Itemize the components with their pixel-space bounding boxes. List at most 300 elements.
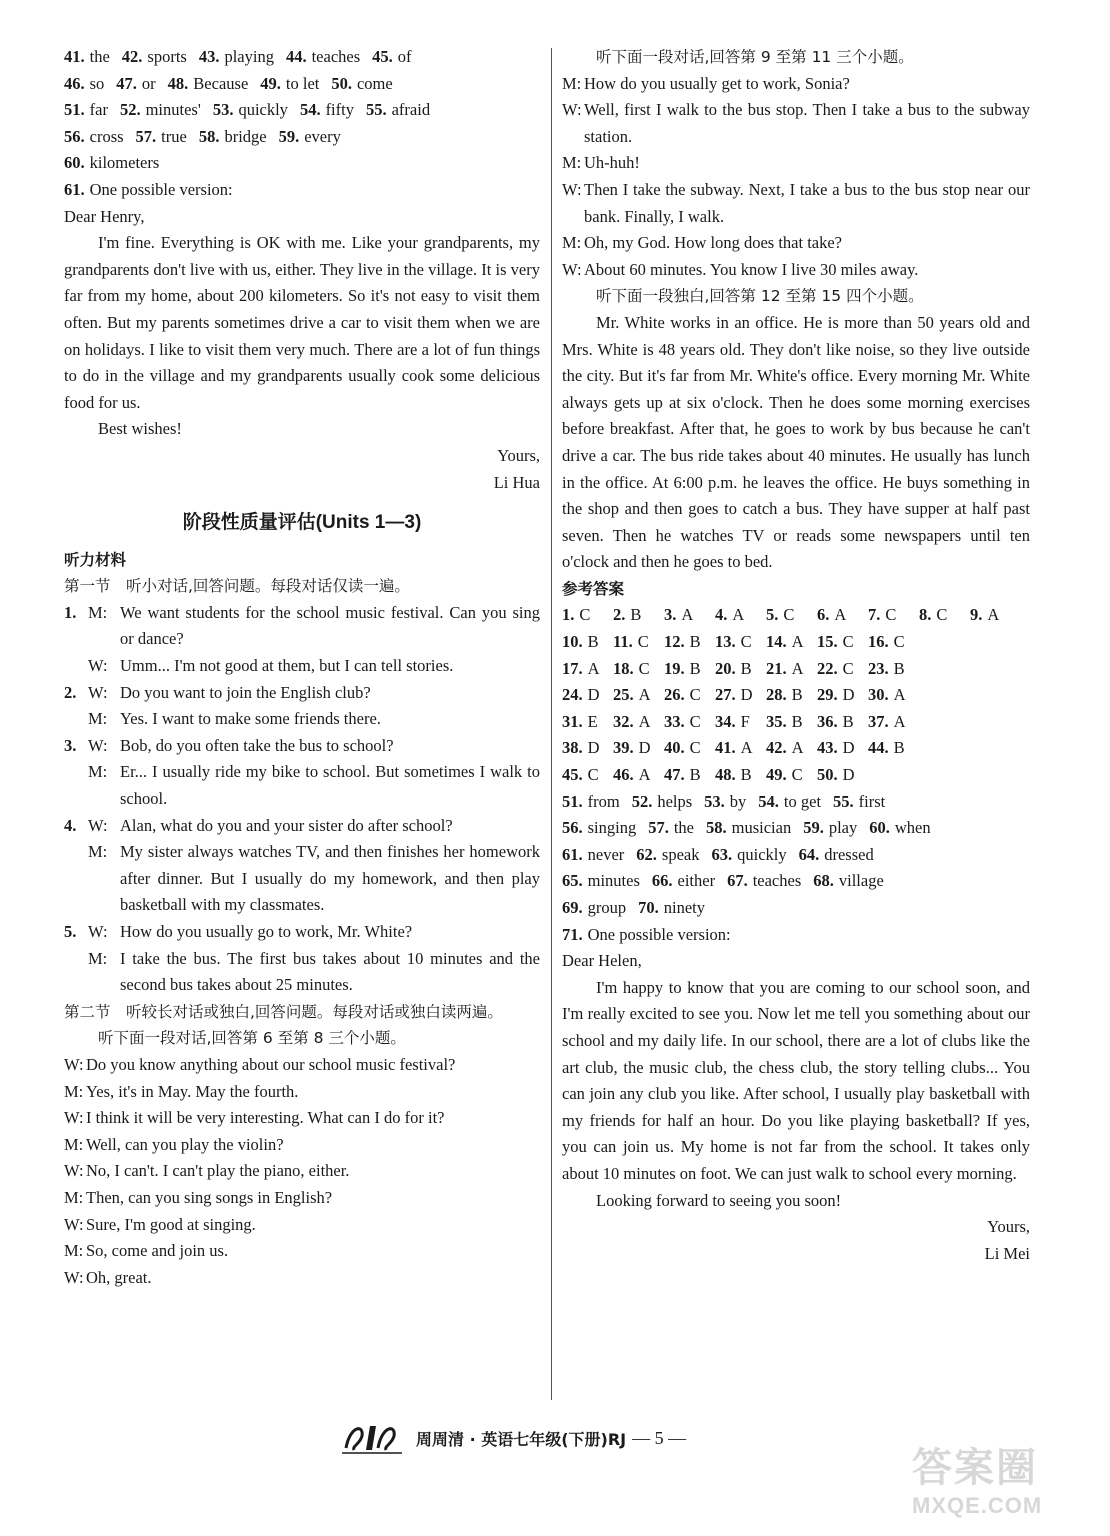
answer-item (817, 762, 868, 789)
answer-key-heading: 参考答案 (562, 579, 625, 598)
answer-number: 50. (817, 765, 838, 785)
answer-value: C (689, 738, 701, 758)
answer-item (64, 74, 104, 93)
answer-value: A (791, 632, 804, 652)
dialogue-text: Uh-huh! (584, 153, 640, 173)
answer-value: F (740, 711, 750, 731)
answer-value: B (740, 658, 752, 678)
answer-value: B (791, 685, 803, 705)
answer-row (64, 44, 540, 71)
answer-number: 43. (198, 47, 220, 66)
answer-number: 24. (562, 685, 583, 705)
answer-number: 67. (727, 871, 748, 891)
answer-value: A (638, 711, 651, 731)
answer-number: 66. (651, 871, 673, 891)
answer-number: 50. (331, 73, 352, 93)
answer-number: 31. (562, 711, 583, 731)
dialogue-text: Sure, I'm good at singing. (86, 1214, 256, 1234)
answer-number: 2. (613, 605, 626, 625)
dialogue-9-11-intro: 听下面一段对话,回答第 9 至第 11 三个小题。 (596, 48, 914, 66)
letter1-salutation: Dear Henry, (64, 206, 145, 226)
answer-number: 56. (64, 126, 85, 146)
dialogue-line (64, 1079, 540, 1106)
speaker: M: (64, 1241, 84, 1261)
answer-value: group (587, 898, 627, 917)
speaker: W: (64, 1054, 84, 1074)
question-number (64, 946, 88, 999)
question-number: 1. (64, 602, 77, 622)
answer-number: 43. (817, 738, 838, 758)
answer-number: 63. (711, 844, 733, 864)
answer-item (715, 762, 766, 789)
answer-value: never (587, 844, 625, 864)
question-number: 5. (64, 922, 77, 941)
answer-value: C (885, 605, 897, 625)
answer-value: to get (783, 791, 822, 811)
answer-number: 46. (64, 73, 85, 93)
answer-item (766, 682, 817, 709)
answer-number: 30. (868, 685, 889, 705)
answer-number: 19. (664, 658, 685, 678)
answer-value: B (791, 711, 803, 731)
short-dialogue-line (64, 600, 540, 653)
answer-item (613, 629, 664, 656)
answer-item (664, 602, 715, 629)
answer-item (766, 602, 817, 629)
speaker: M: (64, 1134, 84, 1154)
dialogue-line (64, 1158, 540, 1185)
answer-value: C (637, 632, 649, 652)
answer-number: 41. (64, 47, 85, 66)
answer-number: 45. (562, 765, 583, 785)
answer-number: 44. (285, 47, 307, 66)
answer-item (286, 47, 360, 66)
answer-value: far (89, 100, 108, 120)
listening-heading: 听力材料 (64, 550, 127, 569)
speaker: M: (88, 842, 108, 862)
answer-item (613, 735, 664, 762)
answer-item (632, 792, 692, 811)
page-footer (340, 1418, 686, 1458)
speaker: W: (64, 1267, 84, 1287)
answer-item (199, 127, 267, 146)
dialogue-line (562, 97, 1030, 150)
letter1-yours: Yours, (497, 445, 540, 465)
answers-51-70 (562, 789, 1030, 922)
speaker: M: (88, 948, 108, 968)
question-number (64, 706, 88, 733)
answer-row (562, 842, 1030, 869)
answer-value: C (842, 658, 854, 678)
answer-number: 36. (817, 711, 838, 731)
answer-value: playing (224, 47, 274, 66)
dialogue-text: My sister always watches TV, and then finishes her homework after dinner. But I usually do my homework, and then play basketball with my classmates. (120, 842, 540, 915)
dialogue-text: How do you usually get to work, Sonia? (584, 73, 850, 93)
answer-value: play (828, 818, 858, 838)
letter2-closing: Looking forward to seeing you soon! (596, 1190, 842, 1210)
dialogue-line (562, 71, 1030, 98)
answer-value: B (893, 658, 905, 678)
dialogue-line (64, 1265, 540, 1292)
answer-number: 28. (766, 685, 787, 705)
answer-row (64, 124, 540, 151)
dialogue-line (64, 1185, 540, 1212)
answer-item (562, 845, 624, 864)
question-number: 4. (64, 815, 77, 835)
answer-item (562, 898, 626, 917)
answer-number: 59. (803, 818, 824, 838)
answer-number: 14. (766, 632, 787, 652)
dialogue-line (64, 1212, 540, 1239)
dialogue-text: Yes, it's in May. May the fourth. (86, 1081, 299, 1101)
speaker: M: (64, 1081, 84, 1101)
answer-value: A (987, 605, 1000, 625)
answer-number: 58. (706, 818, 727, 838)
letter2-name: Li Mei (984, 1243, 1030, 1263)
answer-item (638, 898, 705, 917)
answer-number: 1. (562, 605, 575, 625)
section-title: 阶段性质量评估(Units 1—3) (182, 512, 422, 534)
answer-number: 59. (278, 126, 300, 146)
answer-value: of (397, 47, 412, 66)
answer-value: to let (285, 73, 320, 93)
answer-value: minutes (587, 871, 640, 891)
answer-item (727, 871, 801, 890)
answer-item (260, 74, 319, 93)
answer-number: 44. (868, 738, 889, 758)
answer-number: 8. (919, 605, 932, 625)
dialogue-line (64, 1052, 540, 1079)
answer-item (562, 629, 613, 656)
answer-item (562, 762, 613, 789)
answer-number: 60. (869, 818, 890, 838)
answer-value: when (894, 818, 931, 838)
answer-item (868, 656, 919, 683)
dialogue-text: About 60 minutes. You know I live 30 miles away. (584, 259, 919, 279)
answer-item (758, 792, 821, 811)
speaker: W: (64, 1161, 84, 1181)
answer-value: quickly (238, 100, 288, 120)
speaker: W: (64, 1214, 84, 1234)
answer-value: A (893, 685, 906, 705)
question-number (64, 759, 88, 812)
answer-value: A (638, 685, 651, 705)
dialogue-text: I think it will be very interesting. What can I do for it? (86, 1108, 445, 1128)
speaker: M: (562, 73, 582, 93)
answer-item (64, 47, 110, 66)
answer-item (562, 602, 613, 629)
answer-value: afraid (391, 100, 431, 120)
speaker: W: (88, 815, 108, 835)
answer-value: A (740, 738, 753, 758)
answer-item (868, 682, 919, 709)
answer-value: Because (193, 73, 249, 93)
letter1-name: Li Hua (493, 472, 540, 492)
watermark (912, 1436, 1092, 1526)
answer-item (168, 74, 249, 93)
watermark-bottom: MXQE.COM (912, 1493, 1043, 1518)
answer-row (64, 71, 540, 98)
brand-logo-icon (340, 1420, 406, 1456)
answer-value: or (141, 73, 156, 93)
answer-row (562, 815, 1030, 842)
answer-value: E (587, 711, 598, 731)
answer-number: 35. (766, 711, 787, 731)
answer-number: 6. (817, 605, 830, 625)
speaker: M: (88, 602, 108, 622)
dialogue-text: Do you want to join the English club? (120, 682, 371, 702)
answer-value: from (587, 791, 620, 811)
answer-item (766, 735, 817, 762)
answer-item (648, 818, 694, 837)
answer-value: sports (147, 47, 187, 66)
answer-value: C (740, 632, 752, 652)
answer-number: 65. (562, 871, 583, 891)
answer-item (64, 153, 159, 172)
answer-value: singing (587, 818, 637, 838)
question-number (64, 653, 88, 680)
answer-number: 42. (121, 47, 143, 66)
q61-header: 61. One possible version: (64, 179, 233, 199)
answer-item (715, 735, 766, 762)
answer-number: 47. (664, 765, 685, 785)
speaker: M: (64, 1187, 84, 1207)
dialogue-text: Bob, do you often take the bus to school? (120, 735, 394, 755)
dialogue-line (64, 1132, 540, 1159)
answer-item (613, 682, 664, 709)
answer-item (562, 682, 613, 709)
answer-number: 29. (817, 685, 838, 705)
answer-item (817, 735, 868, 762)
answer-number: 32. (613, 711, 634, 731)
answer-item (122, 47, 187, 66)
answer-item (613, 602, 664, 629)
letter2-salutation: Dear Helen, (562, 951, 642, 971)
answer-item (704, 792, 746, 811)
answer-value: A (893, 711, 906, 731)
answer-value: minutes' (145, 100, 201, 120)
answer-item (300, 100, 354, 119)
answer-value: kilometers (89, 153, 160, 173)
answer-value: C (842, 632, 854, 652)
answer-item (813, 871, 884, 890)
short-dialogue-line (64, 919, 540, 946)
answer-item (613, 762, 664, 789)
short-dialogue-line (64, 653, 540, 680)
answer-item (868, 629, 919, 656)
speaker: W: (88, 682, 108, 702)
answer-item (64, 127, 124, 146)
answer-value: C (638, 658, 650, 678)
speaker: W: (88, 735, 108, 755)
answer-number: 20. (715, 658, 736, 678)
letter2-body: I'm happy to know that you are coming to our school soon, and I'm really excited to see you. Now let me tell you something about our school and my daily life. In our school, there are a lot of clubs like the art club, the music club, the chess club, the story telling clubs... You can join any club you like. After school, I usually play basketball with my friends for half an hour. Do you like playing basketball? If yes, you can join us. My home is not far from the school. It takes only about 10 minutes on foot. We can just walk to school every morning. (562, 977, 1030, 1183)
answer-value: come (356, 73, 393, 93)
answer-item (562, 735, 613, 762)
answer-number: 52. (119, 100, 141, 120)
mc-answers-1-50 (562, 602, 1030, 788)
answer-number: 10. (562, 632, 583, 652)
answer-item (562, 656, 613, 683)
answer-row (562, 895, 1030, 922)
answer-value: A (834, 605, 847, 625)
question-number (64, 839, 88, 919)
answer-value: C (936, 605, 948, 625)
dialogue-text: Oh, great. (86, 1267, 152, 1287)
speaker: M: (88, 762, 108, 782)
dialogue-9-11 (562, 71, 1030, 284)
speaker: W: (88, 922, 108, 941)
answer-row (562, 735, 1030, 762)
answer-item (366, 100, 430, 119)
answer-value: D (638, 738, 651, 758)
answer-number: 18. (613, 658, 634, 678)
answer-row (562, 709, 1030, 736)
dialogue-line (562, 230, 1030, 257)
answer-item (199, 47, 274, 66)
part1-heading: 第一节 听小对话,回答问题。每段对话仅读一遍。 (64, 577, 410, 596)
answer-number: 47. (116, 73, 137, 93)
dialogue-text: Do you know anything about our school music festival? (86, 1054, 456, 1074)
letter1-body: I'm fine. Everything is OK with me. Like your grandparents, my grandparents don't live with us, either. They live in the village. It is very far from my home, about 200 kilometers. So it's not easy to visit them often. But my parents sometimes drive a car to visit them when we are on holidays. I like to visit them very much. There are a lot of fun things to do in the village and my grandparents usually cook some delicious food for us. (64, 233, 540, 412)
answer-number: 39. (613, 738, 634, 758)
dialogue-text: So, come and join us. (86, 1241, 229, 1261)
answer-number: 54. (758, 791, 779, 811)
answer-value: teaches (752, 871, 802, 891)
short-dialogues (64, 600, 540, 999)
short-dialogue-line (64, 813, 540, 840)
short-dialogue-line (64, 839, 540, 919)
answer-number: 51. (64, 100, 85, 120)
dialogue-text: Then, can you sing songs in English? (86, 1187, 333, 1207)
answer-number: 55. (365, 100, 387, 120)
short-dialogue-line (64, 706, 540, 733)
dialogue-text: Then I take the subway. Next, I take a bus to the bus stop near our bank. Finally, I walk. (584, 179, 1030, 226)
answer-value: ninety (663, 898, 705, 917)
answer-number: 17. (562, 658, 583, 678)
monologue-intro: 听下面一段独白,回答第 12 至第 15 四个小题。 (596, 287, 924, 306)
q71-header: 71. One possible version: (562, 924, 731, 944)
speaker: M: (562, 233, 582, 253)
answer-number: 49. (260, 73, 281, 93)
answer-number: 40. (664, 738, 685, 758)
answer-number: 48. (715, 765, 736, 785)
answer-number: 42. (766, 738, 787, 758)
speaker: W: (562, 179, 582, 199)
answer-row (562, 602, 1030, 629)
answer-number: 38. (562, 738, 583, 758)
answer-value: speak (661, 844, 700, 864)
speaker: M: (88, 709, 108, 729)
answer-number: 57. (648, 818, 669, 838)
footer-brand: 周周清 · 英语七年级(下册)RJ (416, 1429, 627, 1449)
answer-number: 26. (664, 685, 685, 705)
answer-number: 27. (715, 685, 736, 705)
answer-item (817, 656, 868, 683)
answer-item (664, 735, 715, 762)
answer-number: 64. (798, 844, 820, 864)
answer-number: 48. (167, 73, 189, 93)
answer-value: D (587, 738, 600, 758)
answer-value: C (783, 605, 795, 625)
answer-item (833, 792, 885, 811)
answer-row (562, 789, 1030, 816)
answer-item (868, 709, 919, 736)
answer-item (970, 602, 1021, 629)
answer-value: the (673, 818, 695, 838)
answer-item (664, 682, 715, 709)
speaker: W: (562, 100, 582, 120)
dialogue-text: Yes. I want to make some friends there. (120, 709, 381, 729)
answer-number: 9. (970, 605, 983, 625)
answer-number: 16. (868, 632, 889, 652)
answer-value: helps (657, 791, 693, 811)
answer-item (636, 845, 699, 864)
answer-number: 21. (766, 658, 787, 678)
answer-number: 12. (664, 632, 685, 652)
answer-value: bridge (224, 126, 267, 146)
answer-item (766, 709, 817, 736)
answer-number: 58. (198, 126, 220, 146)
answer-item (562, 792, 620, 811)
answer-item (664, 709, 715, 736)
answer-number: 34. (715, 711, 736, 731)
answer-item (213, 100, 288, 119)
dialogue-text: Well, can you play the violin? (86, 1134, 284, 1154)
answer-number: 53. (704, 791, 725, 811)
answer-item (664, 762, 715, 789)
answer-number: 70. (638, 898, 659, 917)
answer-item (715, 709, 766, 736)
answer-item (664, 656, 715, 683)
dialogue-text: No, I can't. I can't play the piano, either. (86, 1161, 350, 1181)
answer-value: C (587, 765, 599, 785)
short-dialogue-line (64, 733, 540, 760)
answer-row (64, 150, 540, 177)
dialogue-text: Oh, my God. How long does that take? (584, 233, 842, 253)
answer-value: A (587, 658, 600, 678)
answer-value: B (842, 711, 854, 731)
answer-item (331, 74, 392, 93)
answer-row (64, 97, 540, 124)
answer-row (562, 656, 1030, 683)
answer-item (562, 818, 636, 837)
dialogue-text: Er... I usually ride my bike to school. But sometimes I walk to school. (120, 762, 540, 809)
answer-value: A (638, 765, 651, 785)
dialogue-text: I take the bus. The first bus takes about 10 minutes and the second bus takes about 25 minutes. (120, 948, 540, 995)
answer-number: 55. (833, 791, 854, 811)
answer-number: 37. (868, 711, 889, 731)
answer-value: by (729, 791, 747, 811)
answer-item (613, 656, 664, 683)
answer-value: first (858, 791, 886, 811)
answer-number: 53. (212, 100, 234, 120)
short-dialogue-line (64, 759, 540, 812)
answer-item (817, 629, 868, 656)
answer-item (652, 871, 715, 890)
answer-number: 51. (562, 791, 583, 811)
answer-value: B (740, 765, 752, 785)
answer-value: dressed (824, 844, 874, 864)
answer-number: 69. (562, 898, 583, 917)
answers-41-60 (64, 44, 540, 177)
answer-item (766, 656, 817, 683)
dialogue-line (562, 150, 1030, 177)
answer-number: 46. (613, 765, 634, 785)
answer-item (817, 602, 868, 629)
answer-number: 22. (817, 658, 838, 678)
answer-value: B (893, 738, 905, 758)
